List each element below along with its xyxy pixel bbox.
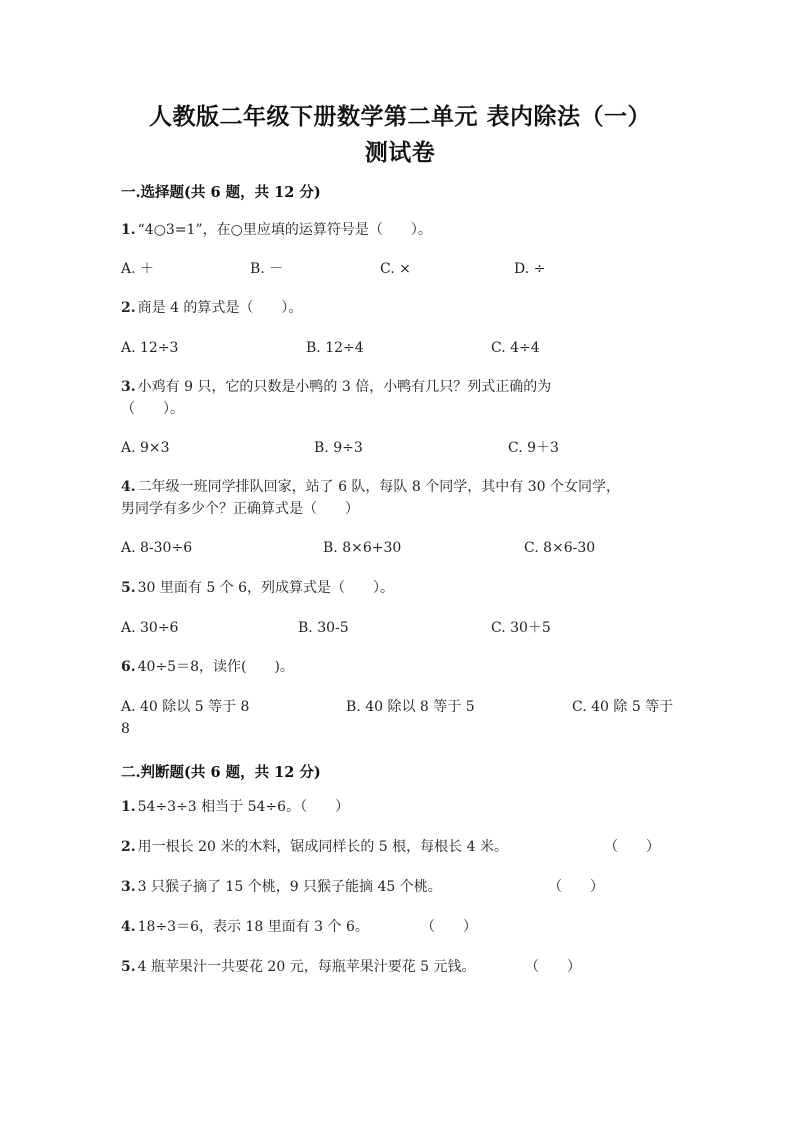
question-6 bbox=[121, 657, 294, 677]
question-number: 2. bbox=[121, 300, 136, 316]
option-b[interactable]: B. 30-5 bbox=[298, 620, 349, 636]
question-2 bbox=[121, 298, 302, 318]
option-a[interactable]: A. 30÷6 bbox=[121, 620, 179, 636]
option-b[interactable]: B. 8×6+30 bbox=[323, 540, 402, 556]
question-text: 小鸡有 9 只，它的只数是小鸭的 3 倍，小鸭有几只？列式正确的为 bbox=[137, 379, 552, 395]
option-a[interactable]: A. 12÷3 bbox=[121, 340, 179, 356]
judgment-4 bbox=[121, 917, 369, 937]
option-c[interactable]: C. 4÷4 bbox=[491, 340, 540, 356]
option-c[interactable]: C. 9＋3 bbox=[508, 440, 559, 456]
answer-blank[interactable]: （ ） bbox=[604, 839, 660, 855]
option-b[interactable]: B. 12÷4 bbox=[306, 340, 364, 356]
question-5 bbox=[121, 578, 394, 598]
question-text: “4○3=1”，在○里应填的运算符号是（ ）。 bbox=[137, 222, 432, 238]
option-d[interactable]: D. ÷ bbox=[514, 261, 546, 277]
question-number: 3. bbox=[121, 879, 136, 895]
answer-blank[interactable]: （ ） bbox=[548, 879, 604, 895]
question-text: 3 只猴子摘了 15 个桃，9 只猴子能摘 45 个桃。 bbox=[137, 879, 442, 895]
page-subtitle: 测试卷 bbox=[364, 139, 436, 166]
option-a-wrap: 8 bbox=[121, 721, 130, 737]
question-number: 1. bbox=[121, 799, 136, 815]
option-a[interactable]: A. 8-30÷6 bbox=[121, 540, 193, 556]
question-number: 5. bbox=[121, 959, 136, 975]
question-number: 5. bbox=[121, 580, 136, 596]
judgment-1 bbox=[121, 797, 349, 817]
option-b[interactable]: B. 40 除以 8 等于 5 bbox=[346, 699, 475, 715]
question-text: 54÷3÷3 相当于 54÷6。（ ） bbox=[137, 799, 350, 815]
question-1 bbox=[121, 220, 432, 240]
question-number: 4. bbox=[121, 919, 136, 935]
question-3-continued: （ ）。 bbox=[121, 401, 184, 417]
question-text: 30 里面有 5 个 6，列成算式是（ ）。 bbox=[137, 580, 395, 596]
option-b[interactable]: B. － bbox=[250, 261, 284, 277]
option-c[interactable]: C. 40 除 5 等于 bbox=[572, 699, 674, 715]
section-heading-judgment: 二.判断题(共 6 题，共 12 分) bbox=[121, 764, 321, 781]
question-text: 4 瓶苹果汁一共要花 20 元，每瓶苹果汁要花 5 元钱。 bbox=[137, 959, 476, 975]
option-a[interactable]: A. 40 除以 5 等于 8 bbox=[121, 699, 250, 715]
option-a[interactable]: A. ＋ bbox=[121, 261, 155, 277]
judgment-5 bbox=[121, 957, 476, 977]
answer-blank[interactable]: （ ） bbox=[421, 919, 477, 935]
judgment-2 bbox=[121, 837, 508, 857]
question-number: 6. bbox=[121, 659, 136, 675]
question-text: 商是 4 的算式是（ ）。 bbox=[137, 300, 303, 316]
page-title: 人教版二年级下册数学第二单元 表内除法（一） bbox=[148, 103, 651, 130]
section-heading-choice: 一.选择题(共 6 题，共 12 分) bbox=[121, 184, 321, 201]
question-number: 3. bbox=[121, 379, 136, 395]
judgment-3 bbox=[121, 877, 442, 897]
option-a[interactable]: A. 9×3 bbox=[121, 440, 170, 456]
question-text: 二年级一班同学排队回家，站了 6 队，每队 8 个同学，其中有 30 个女同学， bbox=[137, 479, 620, 495]
option-b[interactable]: B. 9÷3 bbox=[314, 440, 363, 456]
question-text: 40÷5＝8，读作( )。 bbox=[137, 659, 294, 675]
option-c[interactable]: C. 8×6-30 bbox=[524, 540, 596, 556]
question-number: 2. bbox=[121, 839, 136, 855]
question-4 bbox=[121, 477, 620, 497]
option-c[interactable]: C. 30＋5 bbox=[491, 620, 551, 636]
answer-blank[interactable]: （ ） bbox=[525, 959, 581, 975]
question-number: 1. bbox=[121, 222, 136, 238]
question-4-continued: 男同学有多少个？正确算式是（ ） bbox=[121, 501, 359, 517]
question-text: 18÷3＝6，表示 18 里面有 3 个 6。 bbox=[137, 919, 369, 935]
question-text: 用一根长 20 米的木料，锯成同样长的 5 根，每根长 4 米。 bbox=[137, 839, 508, 855]
question-3 bbox=[121, 377, 551, 397]
option-c[interactable]: C. × bbox=[380, 261, 411, 277]
question-number: 4. bbox=[121, 479, 136, 495]
